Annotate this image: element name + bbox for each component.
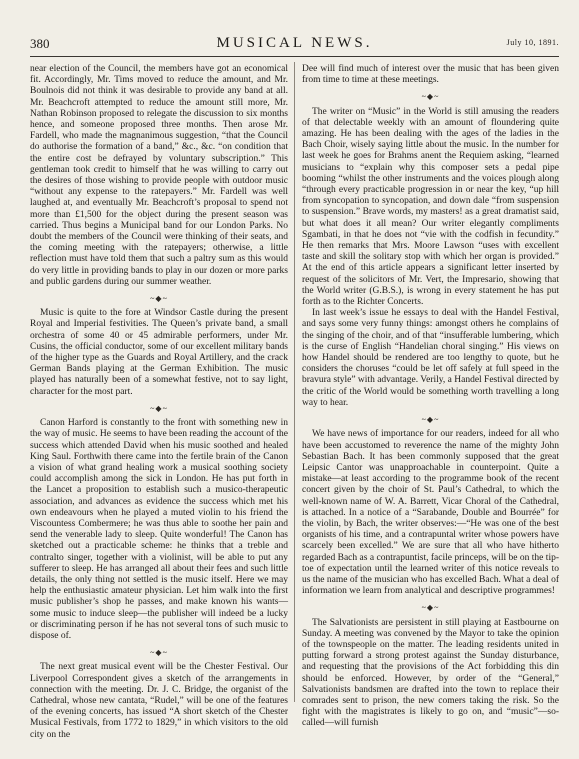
left-column <box>30 64 288 741</box>
section-ornament: ~◆~ <box>421 415 440 425</box>
section-ornament: ~◆~ <box>150 294 168 304</box>
right-column <box>302 64 559 730</box>
article-paragraph: In last week’s issue he essays to deal with the Handel Festival, and says some very funny things: amongst others he complains of the singing of the choir, and of that “insufferable lumbering, which is the curse of English “Handelian choral singing.” His views on how Handel should be rendered are too lengthy to quote, but he considers the choruses “could be let off safely at full speed in the bravura style” with advantage. Verily, a Handel Festival directed by the critic of the World would be something worth travelling a long way to hear. <box>302 308 559 408</box>
article-paragraph: The writer on “Music” in the World is still amusing the readers of that delectable weekly with an amount of floundering quite amazing. He has been dealing with the ages of the ladies in the Bach Choir, wisely saying little about the music. In the number for last week he goes for Brahms anent the Requiem asking, “learned musicians to “explain why this composer sets a pedal pipe booming “whilst the other instruments and the voices plough along “through every practicable progression in or near the key, “up hill from syncopation to syncopation, and down dale “from suspension to suspension.” Brave words, my masters! as a great dramatist said, but what does it all mean? Our writer elegantly compliments Sgambati, in that he does not “vie with the codfish in fecundity.” He then remarks that Mrs. Moore Lawson “uses with excellent taste and skill the solitary stop with which her organ is provided.” At the end of this article appears a significant letter inserted by request of the solicitors of Mr. Vert, the Impresario, showing that the World writer (G.B.S.), is wrong in every statement he has put forth as to the Richter Concerts. <box>302 106 559 308</box>
section-ornament: ~◆~ <box>150 403 168 413</box>
article-paragraph: Dee will find much of interest over the music that has been given from time to time at these meetings. <box>302 64 559 86</box>
article-paragraph: The next great musical event will be the Chester Festival. Our Liverpool Correspondent gives a sketch of the arrangements in connection with the meeting. Dr. J. C. Bridge, the organist of the Cathedral, whose new cantata, “Rudel,” will be one of the features of the evening concerts, has issued “A short sketch of the Chester Musical Festivals, from 1772 to 1829,” in which visitors to the old city on the <box>30 662 288 740</box>
section-ornament: ~◆~ <box>421 92 440 102</box>
section-ornament: ~◆~ <box>150 648 168 658</box>
article-paragraph: The Salvationists are persistent in still playing at Eastbourne on Sunday. A meeting was convened by the Mayor to take the opinion of the townspeople on the matter. The leading residents united in putting forward a strong protest against the Sunday disturbance, and requesting that the provisions of the Act forbidding this din should be enforced. However, by order of the “General,” Salvationists bandsmen are drafted into the town to replace their comrades sent to prison, the new comers taking the risk. So the fight with the magistrates is likely to go on, and “music”—so-called—will furnish <box>302 617 559 729</box>
article-paragraph: We have news of importance for our readers, indeed for all who have been accustomed to reverence the name of the mighty John Sebastian Bach. It has been commonly supposed that the great Leipsic Cantor was unapproachable in counterpoint. Quite a mistake—at least according to the programme book of the recent concert given by the choir of St. Paul’s Cathedral, to which the well-known name of W. A. Barrett, Vicar Choral of the Cathedral, is attached. In a notice of a “Sarabande, Double and Bourrée” for the violin, by Bach, the writer observes:—“He was one of the best organists of his time, and a contrapuntal writer whose powers have scarcely been excelled.” We are sure that all who have hitherto regarded Bach as a contrapuntist, facile princeps, will be on the tip-toe of expectation until the learned writer of this notice reveals to us the name of the musician who has excelled Bach. What a deal of information we learn from analytical and descriptive programmes! <box>302 429 559 597</box>
section-ornament: ~◆~ <box>421 603 440 613</box>
column-divider <box>294 62 295 702</box>
masthead-title: MUSICAL NEWS. <box>216 35 373 51</box>
page-number: 380 <box>30 36 50 51</box>
article-paragraph: Music is quite to the fore at Windsor Castle during the present Royal and Imperial festivities. The Queen’s private band, a small orchestra of some 40 or 45 admirable performers, under Mr. Cusins, the official conductor, some of our excellent military bands of the higher type as the Guards and Royal Artillery, and the crack German Bands playing at the German Exhibition. The music played has naturally been of a somewhat festive, not to say light, character for the most part. <box>30 308 288 397</box>
page-header <box>30 36 559 57</box>
issue-date: July 10, 1891. <box>506 38 559 47</box>
article-paragraph: near election of the Council, the members have got an economical fit. Accordingly, Mr. Tims moved to reduce the amount, and Mr. Boulnois did not think it was desirable to provide any band at all. Mr. Beachcroft attempted to reduce the amount still more, Mr. Nathan Robinson proposed to relegate the discussion to six months hence, and someone proposed three months. Then arose Mr. Fardell, who made the magnanimous suggestion, “that the Council do authorise the formation of a band,” &c., &c. “on condition that the entire cost be defrayed by voluntary subscription.” This gentleman took credit to himself that he was willing to carry out the desires of those wishing to provide people with outdoor music “without any expense to the ratepayers.” Mr. Fardell was well laughed at, and eventually Mr. Beachcroft’s proposal to spend not more than £1,500 for the object during the present season was carried. Thus begins a Municipal band for our London Parks. No doubt the members of the Council were thinking of their seats, and the coming meeting with the ratepayers; otherwise, a little reflection must have told them that such a paltry sum as this would do very little in providing bands to play in our dozen or more parks and public gardens during our summer weather. <box>30 64 288 287</box>
article-paragraph: Canon Harford is constantly to the front with something new in the way of music. He seems to have been reading the account of the success which attended David when his music soothed and healed King Saul. Forthwith there came into the fertile brain of the Canon a vision of what grand healing work a musical soothing society could accomplish among the sick in London. He has put forth in the Lancet a proposition to establish such a musico-therapeutic association, and advances as evidence the success which met his own endeavours when he played a muted violin to his friend the Viscountess Combermere; he was thus able to soothe her pain and send the venerable lady to sleep. Quite wonderful! The Canon has sketched out a practicable scheme: he thinks that a treble and contralto singer, together with a violinist, will be able to put any sufferer to sleep. He has arranged all about their fees and such little details, the only thing not settled is the music itself. Here we may help the enthusiastic amateur physician. Let him walk into the first music publisher’s shop he passes, and make known his wants—some music to induce sleep—the publisher will indeed be a lucky or discriminating person if he has not several tons of such music to dispose of. <box>30 418 288 641</box>
